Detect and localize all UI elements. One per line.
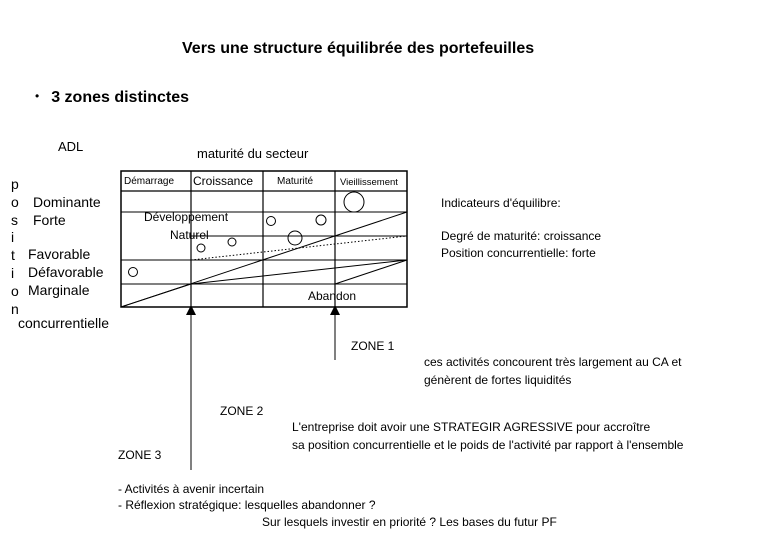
activity-circle	[267, 217, 276, 226]
column-header-croissance: Croissance	[193, 174, 254, 188]
zone1-text-line1: ces activités concourent très largement au CA et	[424, 355, 682, 369]
cell-label-natural: Naturel	[170, 228, 209, 242]
activity-circle	[228, 238, 236, 246]
vertical-letter: p	[11, 176, 19, 192]
activity-circle	[344, 192, 364, 212]
vertical-letter: i	[11, 264, 15, 281]
zone2-label: ZONE 2	[220, 404, 264, 418]
zone-diagonal-line	[191, 260, 407, 284]
vertical-letter: o	[11, 193, 19, 210]
cell-label-development: Développement	[144, 210, 229, 224]
zone3-label: ZONE 3	[118, 448, 162, 462]
indicators-line2: Position concurrentielle: forte	[441, 246, 596, 260]
cell-label-abandon: Abandon	[308, 289, 357, 303]
zone2-text-line2: sa position concurrentielle et le poids de l'activité par rapport à l'ensemble	[292, 438, 684, 452]
bullet-dot-icon: •	[35, 89, 40, 103]
indicators-title: Indicateurs d'équilibre:	[441, 196, 561, 210]
page-title: Vers une structure équilibrée des portefeuilles	[182, 40, 535, 57]
row-label-dominante: Dominante	[33, 194, 101, 210]
row-axis-tail: concurrentielle	[18, 315, 110, 331]
activity-circle	[197, 244, 205, 252]
activity-circle	[129, 268, 138, 277]
vertical-letter: n	[11, 300, 19, 317]
row-label-defavorable: Défavorable	[28, 264, 104, 280]
row-label-favorable: Favorable	[28, 246, 91, 262]
vertical-letter: t	[11, 247, 15, 264]
zone-diagonal-dotted-line	[191, 236, 407, 260]
column-header-maturite: Maturité	[277, 176, 314, 187]
indicators-line1: Degré de maturité: croissance	[441, 229, 602, 243]
zone1-label: ZONE 1	[351, 339, 395, 353]
bullet-text: 3 zones distinctes	[51, 89, 190, 106]
activity-circle	[316, 215, 326, 225]
row-label-forte: Forte	[33, 212, 66, 228]
activity-circle	[288, 231, 302, 245]
row-label-marginale: Marginale	[28, 282, 90, 298]
column-header-vieillissement: Vieillissement	[340, 177, 398, 188]
adl-label: ADL	[58, 139, 84, 154]
vertical-letter: o	[11, 282, 19, 299]
column-header-demarrage: Démarrage	[124, 176, 175, 187]
vertical-letter: i	[11, 229, 15, 246]
zone-diagonal-line	[121, 284, 191, 307]
vertical-letter: s	[11, 211, 18, 228]
zone3-text-line2: - Réflexion stratégique: lesquelles abandonner ?	[118, 498, 376, 512]
maturity-axis-label: maturité du secteur	[197, 146, 309, 161]
zone3-text-line1: - Activités à avenir incertain	[118, 482, 265, 496]
zone1-text-line2: génèrent de fortes liquidités	[424, 373, 572, 387]
zone2-text-line1: L'entreprise doit avoir une STRATEGIR AGRESSIVE pour accroître	[292, 420, 651, 434]
zone3-text-line3: Sur lesquels investir en priorité ? Les bases du futur PF	[262, 515, 557, 529]
